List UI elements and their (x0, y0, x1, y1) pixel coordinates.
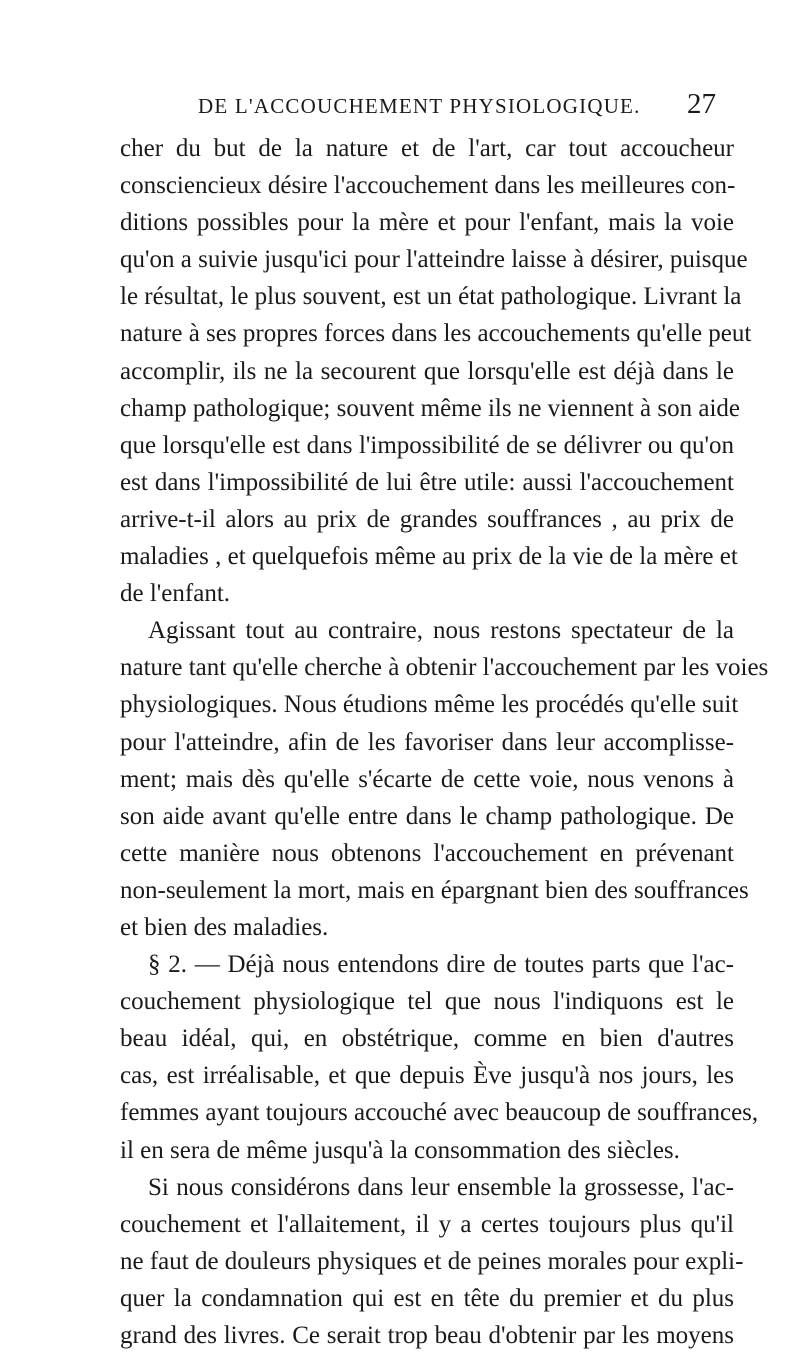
text-line: accomplir, ils ne la secourent que lorsqu'elle est déjà dans le (120, 357, 734, 385)
running-title: DE L'ACCOUCHEMENT PHYSIOLOGIQUE. (198, 94, 641, 118)
text-line: arrive-t-il alors au prix de grandes souffrances , au prix de (120, 505, 734, 533)
text-line: que lorsqu'elle est dans l'impossibilité de se délivrer ou qu'on (120, 431, 734, 459)
text-line: ne faut de douleurs physiques et de peines morales pour expli- (120, 1247, 744, 1275)
text-line: le résultat, le plus souvent, est un état pathologique. Livrant la (120, 283, 742, 311)
text-line: de l'enfant. (120, 580, 231, 608)
text-line: couchement et l'allaitement, il y a certes toujours plus qu'il (120, 1210, 734, 1238)
body-text (120, 130, 769, 1354)
text-line: physiologiques. Nous étudions même les procédés qu'elle suit (120, 691, 739, 719)
text-line: cette manière nous obtenons l'accouchement en prévenant (120, 839, 734, 867)
text-line: beau idéal, qui, en obstétrique, comme en bien d'autres (120, 1025, 734, 1053)
text-line: nature tant qu'elle cherche à obtenir l'accouchement par les voies (120, 654, 769, 682)
text-line: consciencieux désire l'accouchement dans les meilleures con- (120, 172, 736, 200)
running-head (0, 88, 800, 128)
text-line: cher du but de la nature et de l'art, car tout accoucheur (120, 135, 734, 162)
text-line: quer la condamnation qui est en tête du premier et du plus (120, 1284, 734, 1312)
text-line: femmes ayant toujours accouché avec beaucoup de souffrances, (120, 1099, 759, 1127)
text-line: grand des livres. Ce serait trop beau d'obtenir par les moyens (120, 1322, 734, 1349)
text-line: son aide avant qu'elle entre dans le champ pathologique. De (120, 802, 734, 830)
text-line: § 2. — Déjà nous entendons dire de toutes parts que l'ac- (148, 951, 734, 979)
text-line: non-seulement la mort, mais en épargnant bien des souffrances (120, 876, 749, 904)
text-line: cas, est irréalisable, et que depuis Ève jusqu'à nos jours, les (120, 1062, 734, 1090)
text-line: ment; mais dès qu'elle s'écarte de cette voie, nous venons à (120, 765, 734, 793)
text-line: est dans l'impossibilité de lui être utile: aussi l'accouchement (120, 468, 734, 496)
text-line: il en sera de même jusqu'à la consommation des siècles. (120, 1136, 680, 1164)
text-line: champ pathologique; souvent même ils ne viennent à son aide (120, 394, 740, 422)
page-number: 27 (687, 88, 716, 120)
text-line: qu'on a suivie jusqu'ici pour l'atteindre laisse à désirer, puisque (120, 246, 748, 274)
text-line: Si nous considérons dans leur ensemble la grossesse, l'ac- (148, 1173, 734, 1201)
text-line: et bien des maladies. (120, 913, 329, 941)
text-line: couchement physiologique tel que nous l'indiquons est le (120, 988, 734, 1016)
text-line: pour l'atteindre, afin de les favoriser dans leur accomplisse- (120, 728, 734, 756)
text-line: ditions possibles pour la mère et pour l'enfant, mais la voie (120, 209, 734, 237)
text-line: maladies , et quelquefois même au prix de la vie de la mère et (120, 543, 738, 571)
text-line: nature à ses propres forces dans les accouchements qu'elle peut (120, 320, 752, 348)
text-line: Agissant tout au contraire, nous restons spectateur de la (148, 617, 734, 645)
